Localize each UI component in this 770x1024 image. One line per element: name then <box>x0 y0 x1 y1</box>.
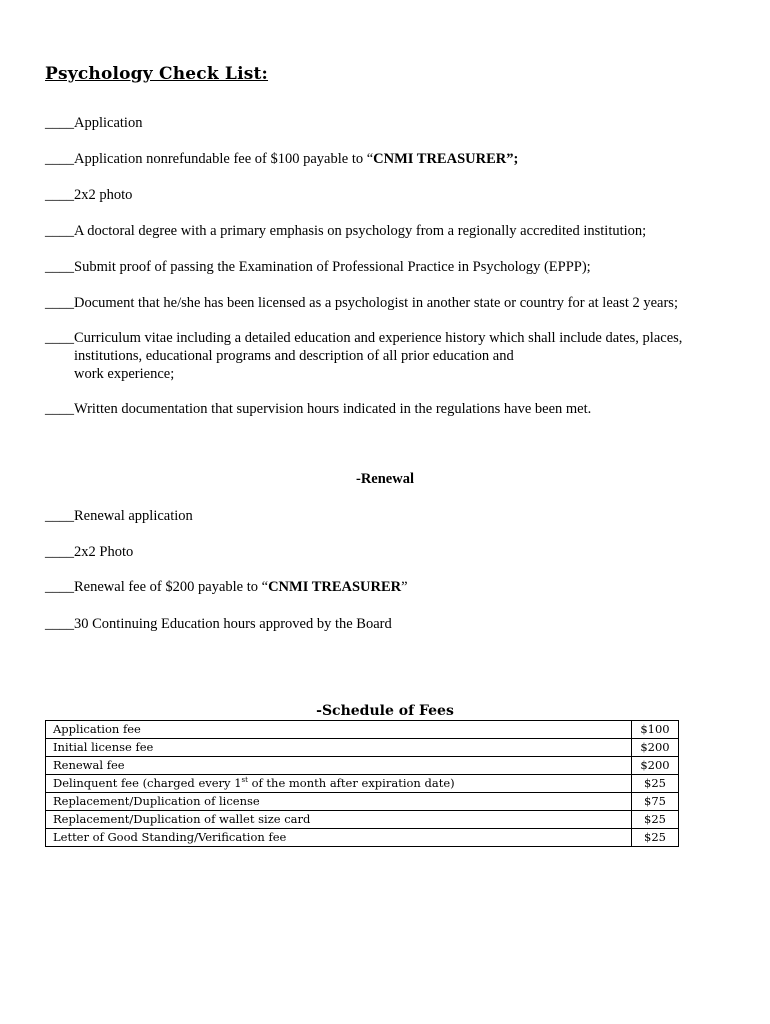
checklist-item-text: Application <box>74 115 143 131</box>
checkbox-blank: ____ <box>45 223 74 239</box>
checkbox-blank: ____ <box>45 151 74 167</box>
renewal-item-fee <box>45 578 735 596</box>
renewal-item-application <box>45 507 735 525</box>
checkbox-blank: ____ <box>45 401 74 417</box>
payee-name: CNMI TREASURER <box>268 579 402 595</box>
renewal-item-photo <box>45 543 735 561</box>
checklist-item-licensed-elsewhere <box>45 294 735 312</box>
fee-label: Application fee <box>46 721 632 739</box>
checkbox-blank: ____ <box>45 579 74 595</box>
fee-label-text: Delinquent fee (charged every 1 <box>53 776 242 790</box>
renewal-item-text: Renewal fee of $200 payable to “ <box>74 579 269 595</box>
table-row <box>46 775 679 793</box>
fee-label <box>46 775 632 793</box>
table-row <box>46 721 679 739</box>
fee-label: Replacement/Duplication of wallet size card <box>46 811 632 829</box>
table-row <box>46 757 679 775</box>
fees-table <box>45 720 679 847</box>
table-row <box>46 739 679 757</box>
checklist-item-supervision-hours <box>45 400 735 418</box>
renewal-heading: -Renewal <box>356 471 414 487</box>
renewal-item-text-end: ” <box>401 579 408 595</box>
checklist-item-application <box>45 114 735 132</box>
renewal-item-text: 2x2 Photo <box>74 544 134 560</box>
checklist-item-text-continued: institutions, educational programs and description of all prior education and <box>74 348 514 364</box>
fee-amount: $200 <box>632 757 679 775</box>
checklist-item-curriculum-vitae <box>45 329 735 383</box>
ordinal-suffix: st <box>241 776 248 784</box>
checkbox-blank: ____ <box>45 330 74 346</box>
fee-label: Renewal fee <box>46 757 632 775</box>
checklist-item-text: Written documentation that supervision hours indicated in the regulations have been met. <box>74 401 592 417</box>
table-row <box>46 811 679 829</box>
fees-heading: -Schedule of Fees <box>316 703 454 719</box>
fee-amount: $100 <box>632 721 679 739</box>
fee-amount: $25 <box>632 829 679 847</box>
checklist-item-eppp <box>45 258 735 276</box>
renewal-item-text: Renewal application <box>74 508 193 524</box>
checklist-item-application-fee <box>45 150 735 168</box>
checkbox-blank: ____ <box>45 616 74 632</box>
checklist-item-doctoral-degree <box>45 222 735 240</box>
checklist-item-text: Document that he/she has been licensed as a psychologist in another state or country for at least 2 years; <box>74 295 678 311</box>
checklist-item-text: Curriculum vitae including a detailed education and experience history which shall include dates, places, <box>74 330 683 346</box>
fee-amount: $25 <box>632 811 679 829</box>
page-title: Psychology Check List: <box>45 64 269 84</box>
checklist-item-text: 2x2 photo <box>74 187 133 203</box>
fee-amount: $200 <box>632 739 679 757</box>
checklist-item-text: A doctoral degree with a primary emphasis on psychology from a regionally accredited institution; <box>74 223 647 239</box>
checklist-item-text: Submit proof of passing the Examination of Professional Practice in Psychology (EPPP); <box>74 259 591 275</box>
checklist-item-text: Application nonrefundable fee of $100 payable to “ <box>74 151 374 167</box>
fee-amount: $25 <box>632 775 679 793</box>
checkbox-blank: ____ <box>45 544 74 560</box>
renewal-item-continuing-education <box>45 615 735 633</box>
checkbox-blank: ____ <box>45 187 74 203</box>
table-row <box>46 829 679 847</box>
fee-amount: $75 <box>632 793 679 811</box>
checkbox-blank: ____ <box>45 295 74 311</box>
payee-name: CNMI TREASURER”; <box>373 151 519 167</box>
fee-label: Initial license fee <box>46 739 632 757</box>
table-row <box>46 793 679 811</box>
fee-label: Replacement/Duplication of license <box>46 793 632 811</box>
checklist-item-text-continued: work experience; <box>74 366 175 382</box>
checkbox-blank: ____ <box>45 259 74 275</box>
checklist-item-photo <box>45 186 735 204</box>
fee-label: Letter of Good Standing/Verification fee <box>46 829 632 847</box>
fee-label-text: of the month after expiration date) <box>247 776 455 790</box>
checkbox-blank: ____ <box>45 508 74 524</box>
checkbox-blank: ____ <box>45 115 74 131</box>
renewal-item-text: 30 Continuing Education hours approved by the Board <box>74 616 392 632</box>
